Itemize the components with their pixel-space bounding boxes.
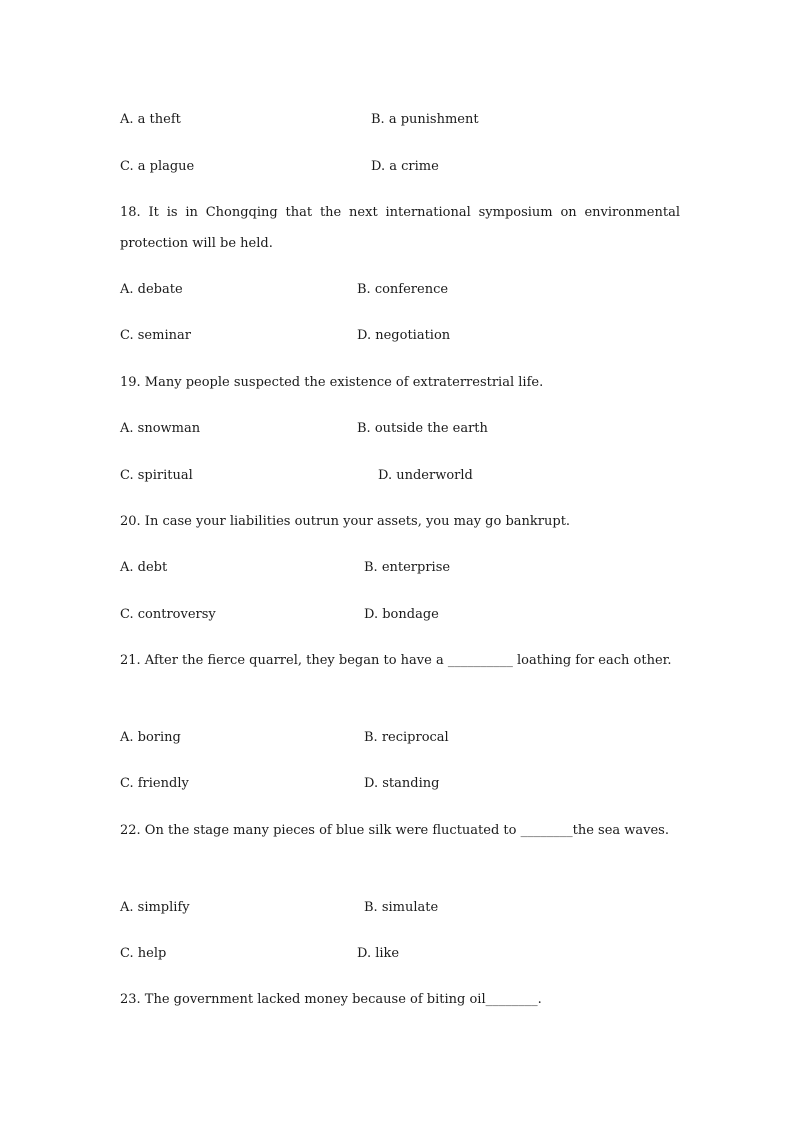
q22-option-c: C. help (120, 946, 167, 961)
q22-stem: 22. On the stage many pieces of blue silk were fluctuated to ________the sea waves. (120, 823, 669, 838)
q21-option-a: A. boring (120, 730, 181, 745)
q21-option-c: C. friendly (120, 776, 189, 791)
q21-option-b: B. reciprocal (364, 730, 449, 745)
q21-stem: 21. After the fierce quarrel, they began to have a __________ loathing for each other. (120, 653, 672, 668)
q20-option-d: D. bondage (364, 607, 439, 622)
q20-option-a: A. debt (120, 560, 168, 575)
q20-stem: 20. In case your liabilities outrun your assets, you may go bankrupt. (120, 514, 571, 529)
q18-option-a: A. debate (120, 282, 183, 297)
q17-option-d: D. a crime (371, 159, 439, 174)
q19-option-d: D. underworld (378, 468, 473, 483)
q19-option-c: C. spiritual (120, 468, 193, 483)
q19-stem: 19. Many people suspected the existence of extraterrestrial life. (120, 375, 544, 390)
q23-stem: 23. The government lacked money because of biting oil________. (120, 992, 542, 1007)
q22-option-b: B. simulate (364, 900, 439, 915)
q17-option-a: A. a theft (120, 112, 181, 127)
q18-option-c: C. seminar (120, 328, 191, 343)
q18-stem: 18. It is in Chongqing that the next international symposium on environmental protection will be held. (120, 205, 680, 251)
q18-option-b: B. conference (357, 282, 449, 297)
q19-option-a: A. snowman (120, 421, 201, 436)
q17-option-b: B. a punishment (371, 112, 479, 127)
q22-option-d: D. like (357, 946, 400, 961)
q19-option-b: B. outside the earth (357, 421, 488, 436)
q20-option-c: C. controversy (120, 607, 216, 622)
q20-option-b: B. enterprise (364, 560, 451, 575)
q18-option-d: D. negotiation (357, 328, 451, 343)
q17-option-c: C. a plague (120, 159, 195, 174)
q21-option-d: D. standing (364, 776, 440, 791)
q22-option-a: A. simplify (120, 900, 190, 915)
